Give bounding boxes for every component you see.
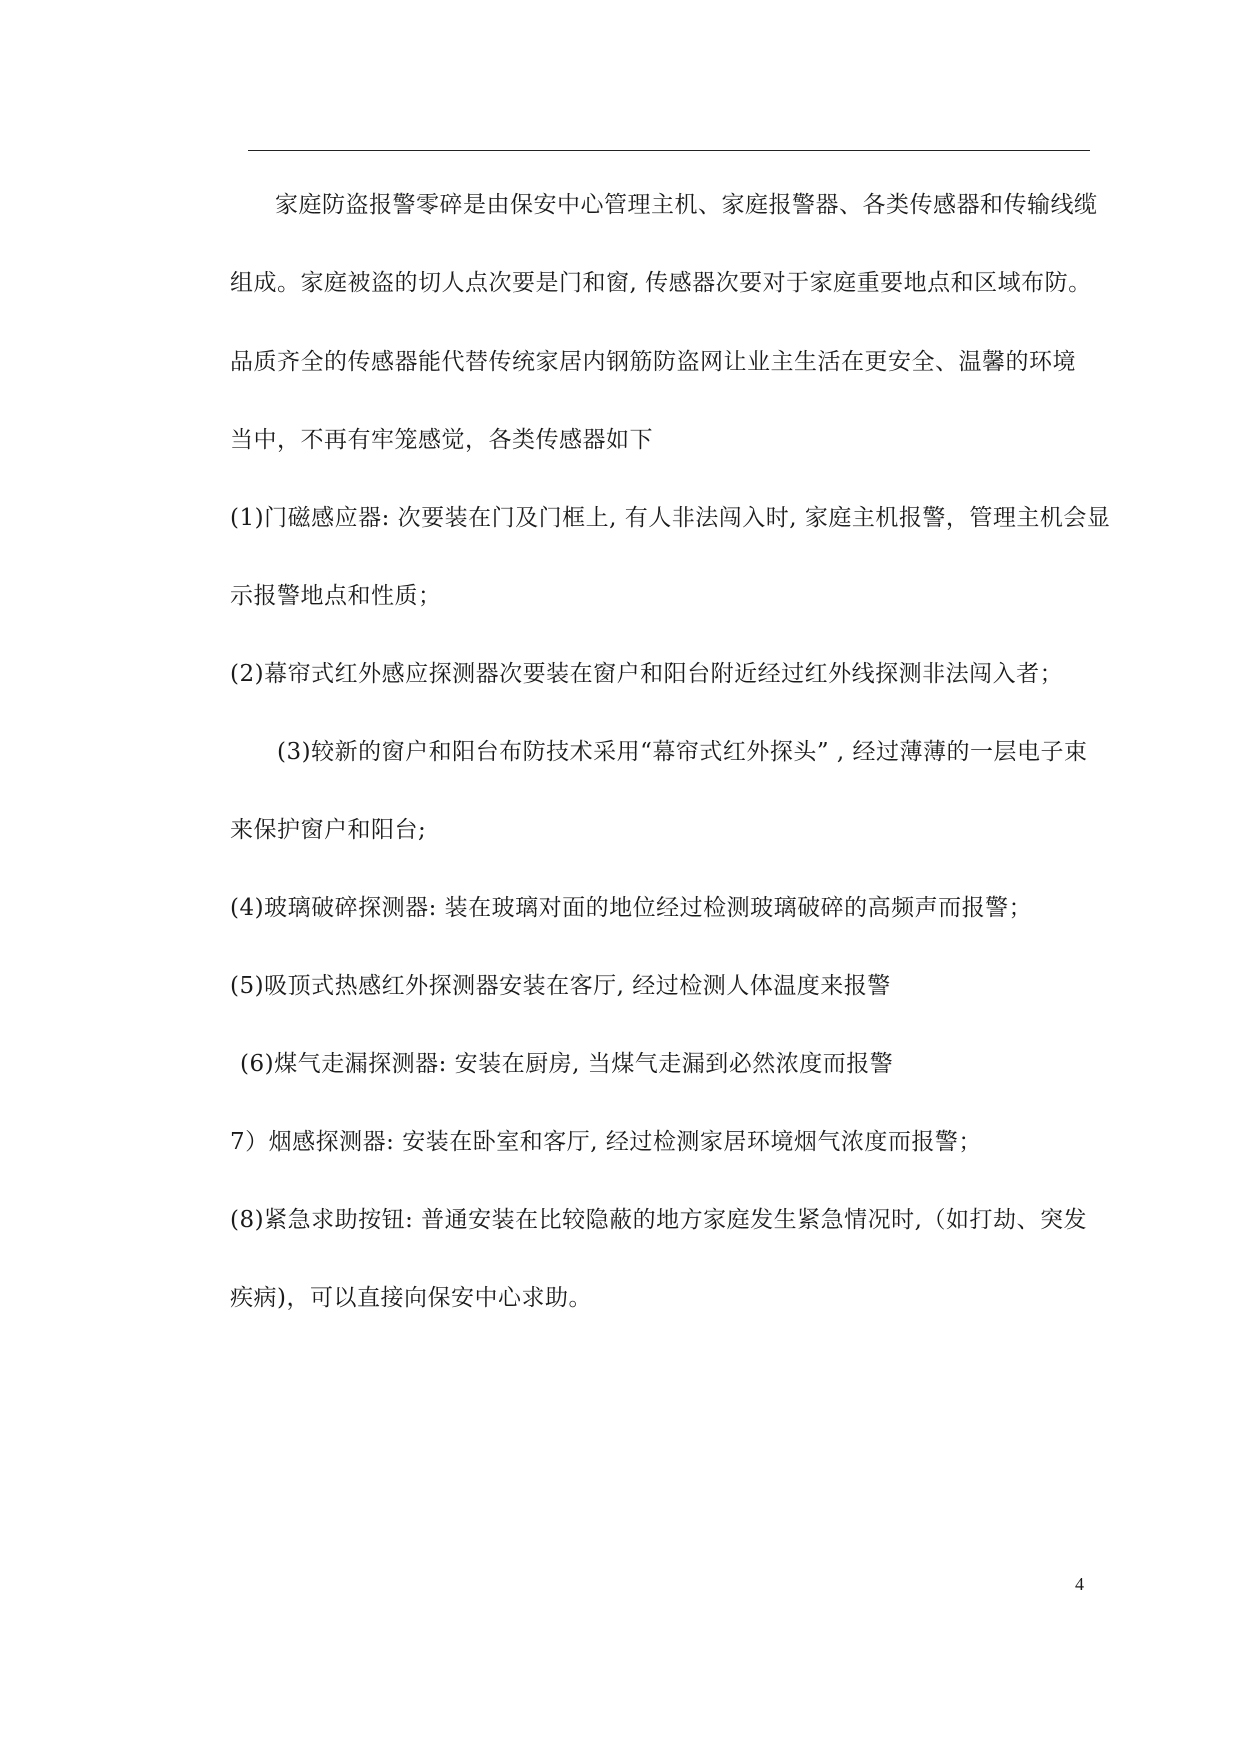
text-line-11: (5)吸顶式热感红外探测器安装在客厅, 经过检测人体温度来报警 — [230, 973, 891, 999]
text-line-5: (1)门磁感应器: 次要装在门及门框上, 有人非法闯入时, 家庭主机报警，管理主机会显 — [230, 505, 1111, 531]
text-line-10: (4)玻璃破碎探测器: 装在玻璃对面的地位经过检测玻璃破碎的高频声而报警； — [230, 895, 1033, 921]
text-line-12: (6)煤气走漏探测器: 安装在厨房, 当煤气走漏到必然浓度而报警 — [240, 1051, 894, 1077]
text-line-6: 示报警地点和性质； — [230, 583, 442, 609]
header-rule — [248, 150, 1090, 151]
text-line-2: 组成。家庭被盗的切人点次要是门和窗, 传感器次要对于家庭重要地点和区域布防。 — [230, 270, 1092, 296]
page-number: 4 — [1075, 1574, 1084, 1594]
text-line-4: 当中，不再有牢笼感觉，各类传感器如下 — [230, 427, 653, 453]
text-line-14: (8)紧急求助按钮: 普通安装在比较隐蔽的地方家庭发生紧急情况时,（如打劫、突发 — [230, 1207, 1087, 1233]
text-line-8: (3)较新的窗户和阳台布防技术采用“幕帘式红外探头” , 经过薄薄的一层电子束 — [277, 739, 1088, 765]
text-line-3: 品质齐全的传感器能代替传统家居内钢筋防盗网让业主生活在更安全、温馨的环境 — [230, 349, 1076, 375]
text-line-1: 家庭防盗报警零碎是由保安中心管理主机、家庭报警器、各类传感器和传输线缆 — [275, 192, 1098, 218]
text-line-7: (2)幕帘式红外感应探测器次要装在窗户和阳台附近经过红外线探测非法闯入者； — [230, 661, 1064, 687]
text-line-9: 来保护窗户和阳台; — [230, 817, 427, 843]
text-line-13: 7）烟感探测器: 安装在卧室和客厅, 经过检测家居环境烟气浓度而报警； — [230, 1129, 982, 1155]
text-line-15: 疾病)，可以直接向保安中心求助。 — [230, 1285, 592, 1311]
